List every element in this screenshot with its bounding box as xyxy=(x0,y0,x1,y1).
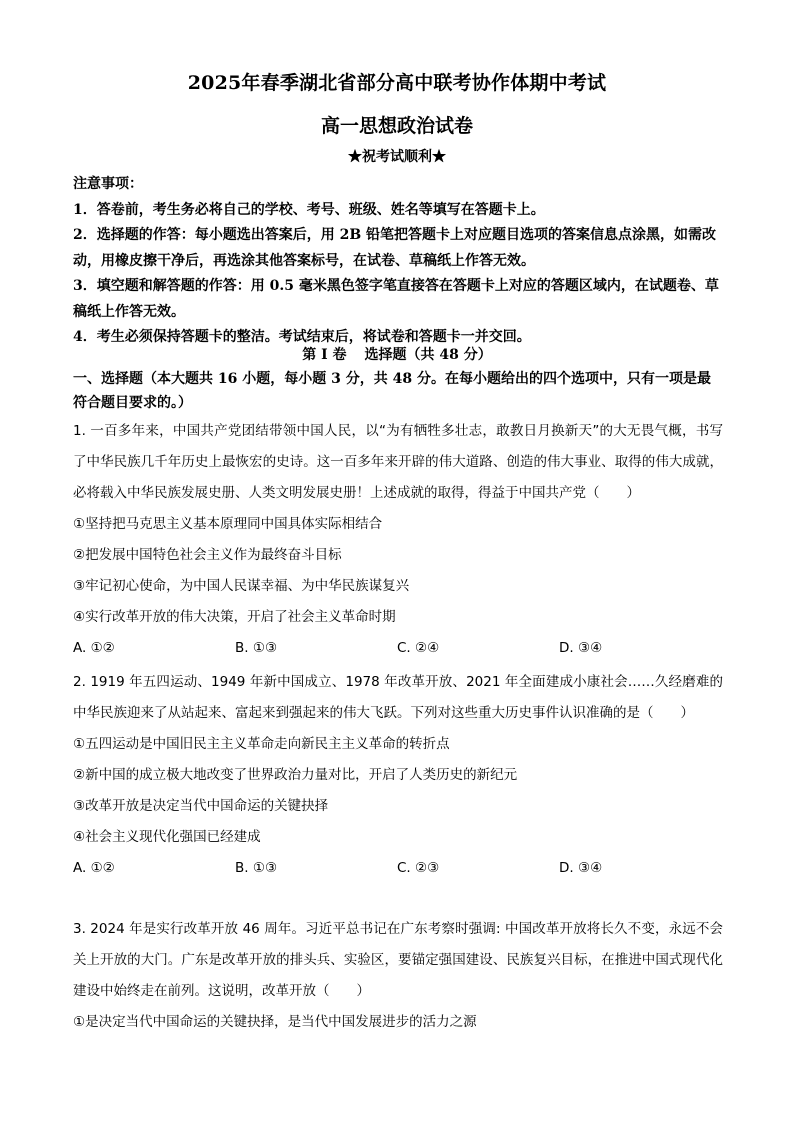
question-3 xyxy=(73,914,723,1038)
answer-options xyxy=(73,853,723,884)
notes-section xyxy=(73,172,723,351)
part-name: 选择题（共 48 分） xyxy=(364,347,492,363)
option-c[interactable]: C. ②④ xyxy=(397,640,440,656)
statement: ①是决定当代中国命运的关键抉择，是当代中国发展进步的活力之源 xyxy=(73,1014,477,1030)
statement: ④实行改革开放的伟大决策，开启了社会主义革命时期 xyxy=(73,609,396,625)
statement: ③改革开放是决定当代中国命运的关键抉择 xyxy=(73,798,329,814)
statement: ③牢记初心使命，为中国人民谋幸福、为中华民族谋复兴 xyxy=(73,578,410,594)
note-item: 1．答卷前，考生务必将自己的学校、考号、班级、姓名等填写在答题卡上。 xyxy=(73,201,545,218)
statement: ①坚持把马克思主义基本原理同中国具体实际相结合 xyxy=(73,516,383,532)
part-description: 一、选择题（本大题共 16 小题，每小题 3 分，共 48 分。在每小题给出的四个选项中，只有一项是最符合题目要求的。） xyxy=(73,371,711,411)
question-1 xyxy=(73,416,723,664)
exam-subject: 高一思想政治试卷 xyxy=(320,115,473,137)
statement: ②把发展中国特色社会主义作为最终奋斗目标 xyxy=(73,547,342,563)
question-stem: 1. 一百多年来，中国共产党团结带领中国人民，以“为有牺牲多壮志，敢教日月换新天”的大无畏气概，书写了中华民族几千年历史上最恢宏的史诗。这一百多年来开辟的伟大道路、创造的伟大事业、取得的伟大成就，必将载入中华民族发展史册、人类文明发展史册！上述成就的取得，得益于中国共产党（ ） xyxy=(73,423,723,501)
answer-options xyxy=(73,633,723,664)
question-stem: 2. 1919 年五四运动、1949 年新中国成立、1978 年改革开放、2021 年全面建成小康社会……久经磨难的中华民族迎来了从站起来、富起来到强起来的伟大飞跃。下列对这些重大历史事件认识准确的是（ ） xyxy=(73,674,723,721)
question-2 xyxy=(73,667,723,884)
part-label: 第 I 卷 xyxy=(302,347,347,363)
option-a[interactable]: A. ①② xyxy=(73,860,115,876)
note-item: 4．考生必须保持答题卡的整洁。考试结束后，将试卷和答题卡一并交回。 xyxy=(73,329,531,345)
statement: ①五四运动是中国旧民主主义革命走向新民主主义革命的转折点 xyxy=(73,736,450,752)
part-heading xyxy=(0,344,794,364)
option-b[interactable]: B. ①③ xyxy=(235,640,278,656)
question-stem: 3. 2024 年是实行改革开放 46 周年。习近平总书记在广东考察时强调: 中国改革开放将长久不变，永远不会关上开放的大门。广东是改革开放的排头兵、实验区，要锚定强国建设、民族复兴目标，在推进中国式现代化建设中始终走在前列。这说明，改革开放（ ） xyxy=(73,921,723,999)
option-b[interactable]: B. ①③ xyxy=(235,860,278,876)
option-c[interactable]: C. ②③ xyxy=(397,860,440,876)
note-item: 2．选择题的作答：每小题选出答案后，用 2B 铅笔把答题卡上对应题目选项的答案信息点涂黑，如需改动，用橡皮擦干净后，再选涂其他答案标号，在试卷、草稿纸上作答无效。 xyxy=(73,227,717,269)
statement: ④社会主义现代化强国已经建成 xyxy=(73,829,261,845)
note-item: 3．填空题和解答题的作答：用 0.5 毫米黑色签字笔直接答在答题卡上对应的答题区域内，在试题卷、草稿纸上作答无效。 xyxy=(73,278,719,320)
option-a[interactable]: A. ①② xyxy=(73,640,115,656)
exam-title: 2025年春季湖北省部分高中联考协作体期中考试 xyxy=(187,72,607,94)
exam-wish: ★祝考试顺利★ xyxy=(348,149,446,165)
statement: ②新中国的成立极大地改变了世界政治力量对比，开启了人类历史的新纪元 xyxy=(73,767,518,783)
option-d[interactable]: D. ③④ xyxy=(559,860,603,876)
option-d[interactable]: D. ③④ xyxy=(559,640,603,656)
notes-heading: 注意事项： xyxy=(73,176,143,192)
